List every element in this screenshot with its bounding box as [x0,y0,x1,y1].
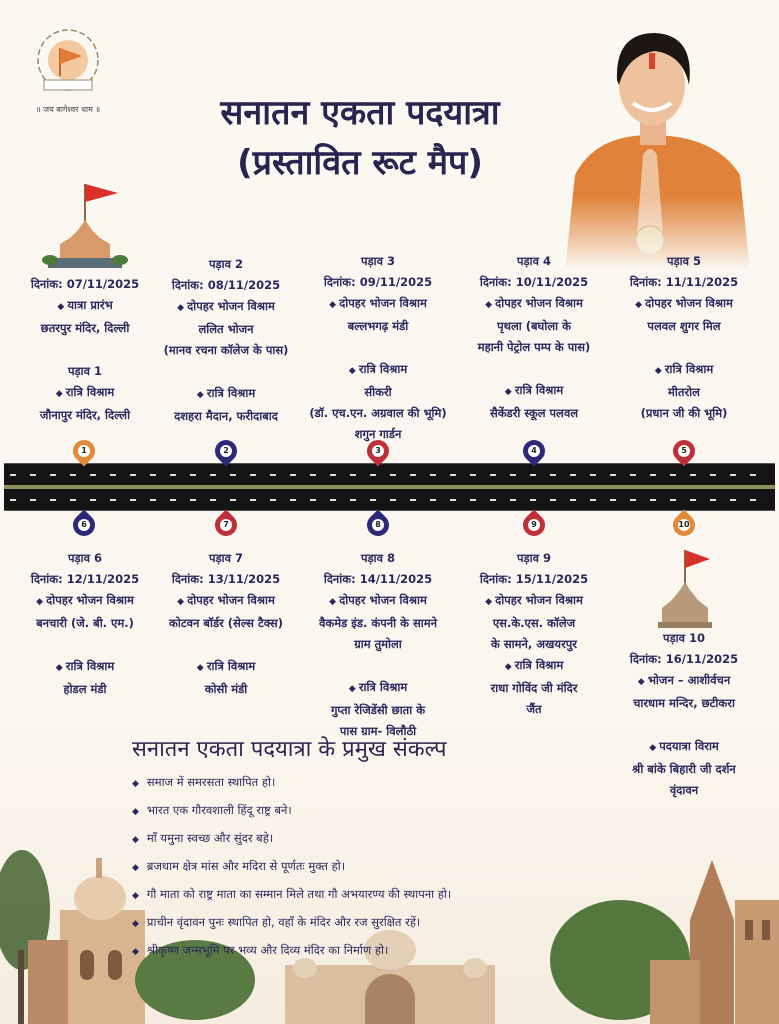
stop-heading: पड़ाव 8 [360,551,396,565]
stop-activity [604,293,764,337]
activity-title: ◆ रात्रि विश्राम [5,382,165,405]
stop-pin[interactable] [210,435,241,466]
activity-location: के सामने, अखयरपुर [490,637,578,651]
activity-title: ◆ रात्रि विश्राम [5,656,165,679]
stop-heading: पड़ाव 1 [67,364,103,378]
activity-title: ◆ पदयात्रा विराम [604,736,764,759]
activity-location: ललित भोजन [198,322,254,336]
stop-column [5,548,165,700]
stop-pin[interactable] [518,435,549,466]
stop-column [298,548,458,742]
activity-title: ◆ रात्रि विश्राम [454,380,614,403]
activity-location: पृथला (बघोला के [497,319,571,333]
stop-activity [604,670,764,714]
stop-column [604,628,764,801]
sankalp-item: ◆ भारत एक गौरवशाली हिंदू राष्ट्र बने। [132,797,592,825]
stop-activity [454,380,614,424]
activity-location: बल्लभगढ़ मंडी [347,319,409,333]
pin-number: 4 [528,445,540,457]
end-temple-icon [650,548,720,630]
activity-location: एस.के.एस. कॉलेज [492,616,576,630]
stop-date: दिनांक: 15/11/2025 [479,572,589,586]
activity-title: ◆ यात्रा प्रारंभ [5,295,165,318]
stop-activity [146,296,306,361]
activity-title: ◆ दोपहर भोजन विश्राम [146,590,306,613]
activity-location: पास ग्राम- विलौठी [339,724,417,738]
pin-number: 3 [372,445,384,457]
sankalp-item: ◆ ब्रजधाम क्षेत्र मांस और मदिरा से पूर्णतः मुक्त हो। [132,853,592,881]
activity-title: ◆ रात्रि विश्राम [454,655,614,678]
page-title [150,88,570,188]
stop-column [5,274,165,426]
activity-title: ◆ दोपहर भोजन विश्राम [5,590,165,613]
stop-activity [146,590,306,634]
logo-motto: ॥ जय बागेश्वर धाम ॥ [35,105,101,114]
activity-location: (डॉ. एच.एन. अग्रवाल की भूमि) [309,406,447,420]
sankalp-item: ◆ गौ माता को राष्ट्र माता का सम्मान मिले तथा गौ अभयारण्य की स्थापना हो। [132,881,592,909]
start-temple-icon [40,180,130,272]
stop-pin[interactable] [518,509,549,540]
activity-location: चारधाम मन्दिर, छटीकरा [633,696,735,710]
stop-activity [5,382,165,426]
stop-pin[interactable] [668,435,699,466]
stop-pin[interactable] [68,435,99,466]
activity-location: (मानव रचना कॉलेज के पास) [163,343,289,357]
stop-date: दिनांक: 09/11/2025 [323,275,433,289]
stop-column [454,251,614,424]
stop-activity [5,656,165,700]
stop-pin[interactable] [210,509,241,540]
activity-location: कोसी मंडी [204,682,248,696]
stop-heading: पड़ाव 3 [360,254,396,268]
stop-date: दिनांक: 13/11/2025 [171,572,281,586]
stop-pin[interactable] [668,509,699,540]
stop-date: दिनांक: 16/11/2025 [629,652,739,666]
stop-activity [146,656,306,700]
logo-emblem-icon [28,26,108,98]
activity-location: सीकरी [364,385,392,399]
activity-location: श्री बांके बिहारी जी दर्शन [632,762,736,776]
activity-location: सैकेंडरी स्कूल पलवल [489,406,579,420]
sankalp-item: ◆ श्रीकृष्ण जन्मभूमि पर भव्य और दिव्य मंदिर का निर्माण हो। [132,937,592,965]
activity-location: (प्रधान जी की भूमि) [640,406,728,420]
pin-number: 5 [678,445,690,457]
stop-date: दिनांक: 14/11/2025 [323,572,433,586]
title-line-2: (प्रस्तावित रूट मैप) [237,143,483,183]
pin-number: 2 [220,445,232,457]
activity-title: ◆ भोजन – आशीर्वचन [604,670,764,693]
stop-column [604,251,764,424]
pin-number: 10 [678,520,690,529]
stop-date: दिनांक: 12/11/2025 [30,572,140,586]
stop-pin[interactable] [362,509,393,540]
stop-heading: पड़ाव 9 [516,551,552,565]
activity-title: ◆ रात्रि विश्राम [146,656,306,679]
stop-column [146,254,306,427]
sankalp-item: ◆ समाज में समरसता स्थापित हो। [132,769,592,797]
pin-number: 7 [220,519,232,531]
pin-number: 6 [78,519,90,531]
stop-activity [604,736,764,801]
stop-activity [298,590,458,655]
activity-title: ◆ रात्रि विश्राम [298,359,458,382]
stop-date: दिनांक: 07/11/2025 [30,277,140,291]
logo [28,26,108,115]
stop-date: दिनांक: 11/11/2025 [629,275,739,289]
stop-activity [146,383,306,427]
stop-heading: पड़ाव 7 [208,551,244,565]
stop-column [298,251,458,445]
stop-heading: पड़ाव 10 [662,631,706,645]
stop-activity [454,293,614,358]
title-line-1: सनातन एकता पदयात्रा [220,93,500,133]
stop-activity [5,590,165,634]
activity-location: कोटवन बॉर्डर (सेल्स टैक्स) [169,616,283,630]
sankalp-item: ◆ प्राचीन वृंदावन पुनः स्थापित हो, वहाँ के मंदिर और रज सुरक्षित रहें। [132,909,592,937]
stop-column [146,548,306,700]
activity-location: मीतरोल [668,385,700,399]
sankalp-list [132,769,592,965]
activity-title: ◆ दोपहर भोजन विश्राम [604,293,764,316]
stop-heading: पड़ाव 2 [208,257,244,271]
activity-location: छतरपुर मंदिर, दिल्ली [40,321,130,335]
activity-location: वैकमेड इंड. कंपनी के सामने [318,616,437,630]
road-median [4,485,775,489]
portrait-image [555,25,755,270]
activity-title: ◆ रात्रि विश्राम [604,359,764,382]
activity-title: ◆ दोपहर भोजन विश्राम [298,590,458,613]
stop-date: दिनांक: 08/11/2025 [171,278,281,292]
pin-number: 1 [78,445,90,457]
lane-marking [10,499,769,501]
activity-location: वृंदावन [669,783,699,797]
stop-activity [298,293,458,337]
activity-location: होडल मंडी [63,682,107,696]
activity-title: ◆ रात्रि विश्राम [298,677,458,700]
activity-location: बनचारी (जे. बी. एम.) [36,616,134,630]
pin-number: 8 [372,519,384,531]
activity-location: जौनापुर मंदिर, दिल्ली [39,408,131,422]
activity-location: जैंत [526,702,542,716]
stop-activity [298,359,458,445]
route-road [4,463,775,511]
stop-heading: पड़ाव 6 [67,551,103,565]
stop-pin[interactable] [68,509,99,540]
activity-location: गुप्ता रेजिडेंसी छाता के [330,703,426,717]
sankalp-section [132,733,592,965]
activity-title: ◆ दोपहर भोजन विश्राम [454,293,614,316]
sankalp-item: ◆ माँ यमुना स्वच्छ और सुंदर बहे। [132,825,592,853]
activity-location: दशहरा मैदान, फरीदाबाद [174,409,278,423]
activity-title: ◆ दोपहर भोजन विश्राम [454,590,614,613]
activity-location: शगुन गार्डन [354,427,402,441]
activity-title: ◆ रात्रि विश्राम [146,383,306,406]
activity-location: महानी पेट्रोल पम्प के पास) [477,340,591,354]
stop-heading: पड़ाव 5 [666,254,702,268]
stop-heading: पड़ाव 4 [516,254,552,268]
stop-activity [454,590,614,655]
stop-activity [604,359,764,424]
pin-number: 9 [528,519,540,531]
stop-activity [454,655,614,720]
activity-location: ग्राम तुमोला [354,637,402,651]
stop-column [454,548,614,720]
stop-activity [5,295,165,339]
activity-location: राधा गोविंद जी मंदिर [490,681,578,695]
activity-location: पलवल शुगर मिल [647,319,721,333]
activity-title: ◆ दोपहर भोजन विश्राम [146,296,306,319]
sankalp-heading: सनातन एकता पदयात्रा के प्रमुख संकल्प [132,737,447,762]
lane-marking [10,474,769,476]
activity-title: ◆ दोपहर भोजन विश्राम [298,293,458,316]
stop-date: दिनांक: 10/11/2025 [479,275,589,289]
